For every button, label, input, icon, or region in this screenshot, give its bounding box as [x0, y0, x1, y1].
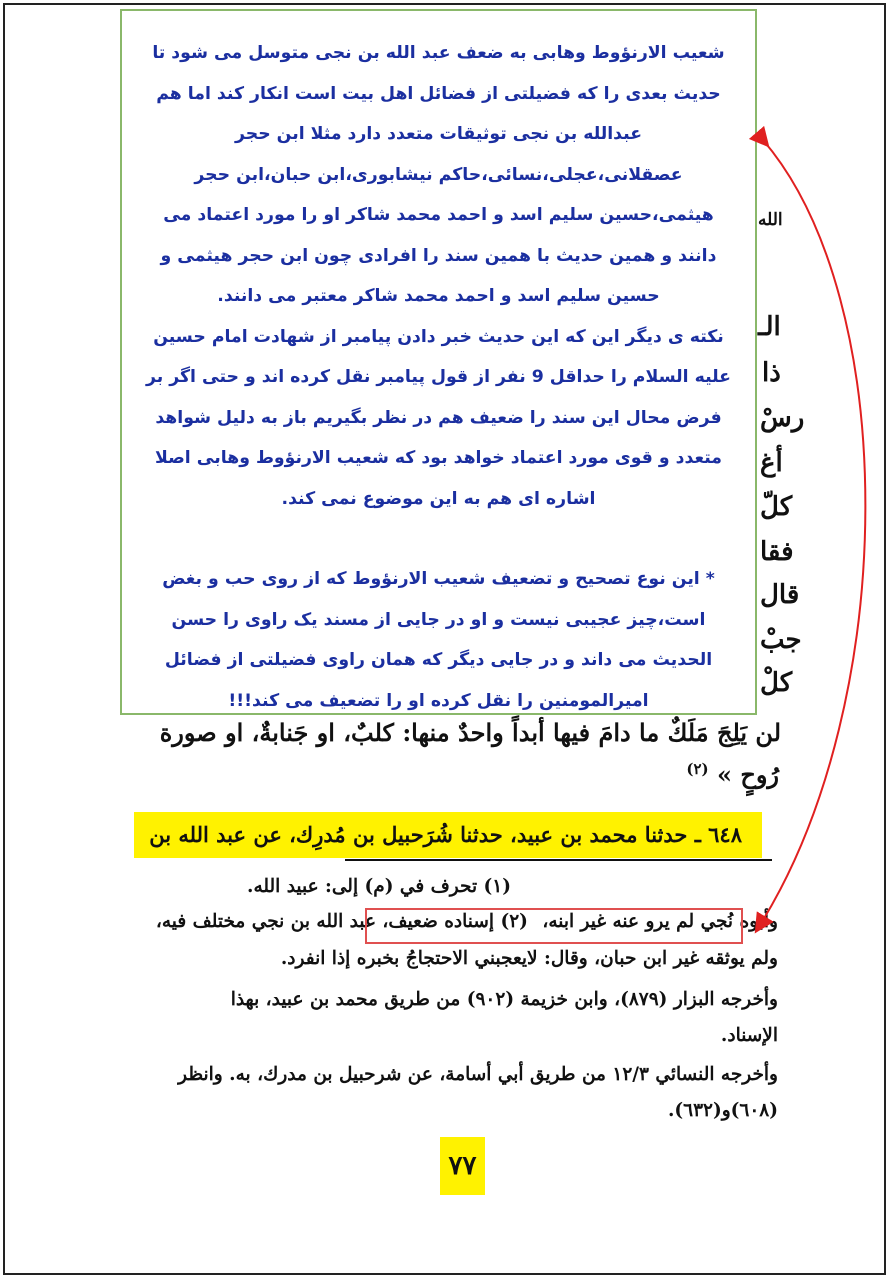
text-fragment: قال — [760, 580, 800, 610]
commentary-paragraph-2: نکته ی دیگر این که این حدیث خبر دادن پیامبر از شهادت امام حسین علیه السلام را حداقل 9 نفر از قول پیامبر نقل کرده اند و حتی اگر بر فرض محال این سند را ضعیف هم در نظر بگیریم باز به دلیل شواهد متعدد و قوی مورد اعتماد خواهد بود که شعیب الارنؤوط وهابی اصلا اشاره ای هم به این موضوع نمی کند. — [146, 326, 731, 509]
text-fragment: رسْ — [760, 403, 805, 433]
footnote-3: ولم يوثقه غير ابن حبان، وقال: لايعجبني الاحتجاجُ بخبره إذا انفرد. — [280, 948, 778, 969]
text-fragment: أغ — [760, 448, 783, 478]
text-fragment: كلْ — [760, 668, 793, 698]
footnote-4b: الإسناد. — [720, 1025, 778, 1046]
text-fragment: الله — [758, 210, 783, 230]
hadith-648-highlight: ٦٤٨ ـ حدثنا محمد بن عبيد، حدثنا شُرَحبيل بن مُدرِك، عن عبد الله بن — [134, 812, 762, 858]
footnote-5a: وأخرجه النسائي ١٢/٣ من طريق أبي أسامة، عن شرحبيل بن مدرك، به. وانظر — [178, 1064, 778, 1085]
footnote-ref: (٢) — [686, 760, 709, 778]
footnote-5b: (٦٠٨)و(٦٣٢). — [667, 1100, 778, 1121]
text-fragment: ذا — [762, 358, 781, 388]
text-fragment: الـ — [758, 312, 781, 342]
commentary-paragraph-1: شعیب الارنؤوط وهابی به ضعف عبد الله بن نجی متوسل می شود تا حدیث بعدی را که فضیلتی از فضائل اهل بیت است انکار کند اما هم عبدالله بن نجی توثیقات متعدد دارد مثلا ابن حجر عصقلانی،عجلی،نسائی،حاکم نیشابوری،ابن حبان،ابن حجر هیثمی،حسین سلیم اسد و احمد محمد شاکر او را مورد اعتماد می دانند و همین حدیث با همین سند را افرادی چون ابن حجر هیثمی و حسین سلیم اسد و احمد محمد شاکر معتبر می دانند. — [152, 43, 725, 306]
footnote-1: (١) تحرف في (م) إلى: عبيد الله. — [247, 876, 511, 897]
commentary-paragraph-3: * این نوع تصحیح و تضعیف شعیب الارنؤوط که از روی حب و بغض است،چیز عجیبی نیست و او در جایی از مسند یک راوی را حسن الحدیث می داند و در جایی دیگر که همان راوی فضیلتی از فضائل امیرالمومنین را نقل کرده او را تضعیف می کند!!! — [162, 569, 715, 711]
page-number: ٧٧ — [440, 1137, 485, 1195]
footnote-4a: وأخرجه البزار (٨٧٩)، وابن خزيمة (٩٠٢) من طريق محمد بن عبيد، بهذا — [230, 989, 778, 1010]
text-fragment: كلّ — [760, 492, 793, 522]
footnote-2-boxed: (٢) إسناده ضعيف، عبد الله بن نجي مختلف فيه، — [155, 911, 528, 932]
text-fragment: فقا — [760, 537, 794, 567]
hadith-text-end: رُوحٍ » — [716, 760, 779, 789]
text-fragment: جبْ — [760, 625, 802, 655]
hadith-text-line-1: لن يَلِجَ مَلَكٌ ما دامَ فيها أبداً واحدٌ منها: كلبٌ، او جَنابةٌ، او صورة — [159, 718, 781, 747]
footnote-2-rest: وأبوه نُجي لم يرو عنه غير ابنه، — [542, 911, 778, 932]
